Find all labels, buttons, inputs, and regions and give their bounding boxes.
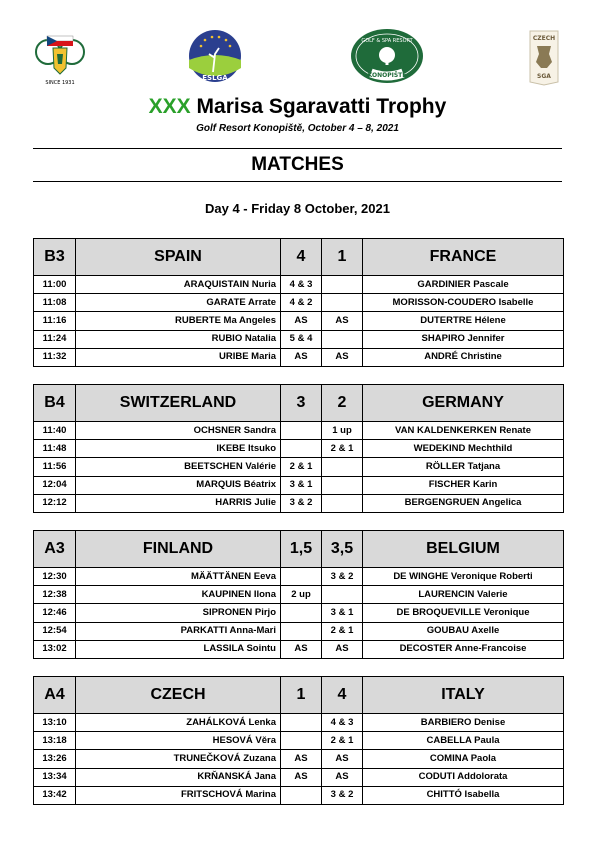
result-right: AS <box>322 640 363 658</box>
team-left: FINLAND <box>76 531 281 568</box>
tee-time: 12:54 <box>34 622 76 640</box>
day-heading: Day 4 - Friday 8 October, 2021 <box>205 201 390 216</box>
match-table <box>33 238 564 367</box>
player-right: DE BROQUEVILLE Veronique <box>363 604 564 622</box>
player-right: RÖLLER Tatjana <box>363 458 564 476</box>
result-left <box>281 422 322 440</box>
player-left: KAUPINEN Ilona <box>76 586 281 604</box>
table-row <box>34 312 564 330</box>
player-right: VAN KALDENKERKEN Renate <box>363 422 564 440</box>
player-left: BEETSCHEN Valérie <box>76 458 281 476</box>
golf-resort-konopiste-icon <box>349 28 425 86</box>
logo-bar <box>0 26 595 92</box>
result-left <box>281 786 322 804</box>
tee-time: 13:10 <box>34 714 76 732</box>
result-left: 2 up <box>281 586 322 604</box>
tee-time: 12:30 <box>34 568 76 586</box>
result-right <box>322 586 363 604</box>
tee-time: 11:48 <box>34 440 76 458</box>
divider-top <box>33 148 562 149</box>
table-row <box>34 568 564 586</box>
result-right: 2 & 1 <box>322 732 363 750</box>
tee-time: 11:56 <box>34 458 76 476</box>
svg-text:KONOPIŠTĚ: KONOPIŠTĚ <box>367 72 407 79</box>
eslga-globe-icon <box>187 28 243 90</box>
player-left: OCHSNER Sandra <box>76 422 281 440</box>
tee-time: 11:40 <box>34 422 76 440</box>
table-row <box>34 604 564 622</box>
team-left: SWITZERLAND <box>76 385 281 422</box>
player-left: HESOVÁ Věra <box>76 732 281 750</box>
result-right <box>322 458 363 476</box>
table-row <box>34 294 564 312</box>
table-row <box>34 640 564 658</box>
tee-time: 12:12 <box>34 494 76 512</box>
match-header-row <box>34 677 564 714</box>
player-left: ARAQUISTAIN Nuria <box>76 276 281 294</box>
player-left: RUBIO Natalia <box>76 330 281 348</box>
title-edition: XXX <box>148 95 191 118</box>
result-left: 2 & 1 <box>281 458 322 476</box>
match-header-row <box>34 239 564 276</box>
player-right: COMINA Paola <box>363 750 564 768</box>
result-left <box>281 440 322 458</box>
tee-time: 13:02 <box>34 640 76 658</box>
score-left: 4 <box>281 239 322 276</box>
result-left: 4 & 3 <box>281 276 322 294</box>
match-table <box>33 676 564 805</box>
result-right: 2 & 1 <box>322 622 363 640</box>
player-right: GOUBAU Axelle <box>363 622 564 640</box>
player-left: TRUNEČKOVÁ Zuzana <box>76 750 281 768</box>
match-header-row <box>34 531 564 568</box>
team-left: CZECH <box>76 677 281 714</box>
table-row <box>34 714 564 732</box>
result-right: AS <box>322 768 363 786</box>
result-right <box>322 494 363 512</box>
match-header-row <box>34 385 564 422</box>
table-row <box>34 750 564 768</box>
svg-text:ESLGA: ESLGA <box>202 74 228 82</box>
player-right: ANDRÉ Christine <box>363 348 564 366</box>
czech-sga-lion-icon <box>527 28 561 86</box>
result-right: 3 & 2 <box>322 568 363 586</box>
player-right: LAURENCIN Valerie <box>363 586 564 604</box>
table-row <box>34 276 564 294</box>
player-left: SIPRONEN Pirjo <box>76 604 281 622</box>
player-right: WEDEKIND Mechthild <box>363 440 564 458</box>
event-title <box>0 94 595 120</box>
table-row <box>34 586 564 604</box>
result-right: 3 & 1 <box>322 604 363 622</box>
table-row <box>34 330 564 348</box>
player-left: LASSILA Sointu <box>76 640 281 658</box>
score-right: 4 <box>322 677 363 714</box>
player-right: CHITTÓ Isabella <box>363 786 564 804</box>
svg-text:SGA: SGA <box>537 73 551 80</box>
event-subtitle: Golf Resort Konopiště, October 4 – 8, 2021 <box>196 123 399 134</box>
result-left: AS <box>281 750 322 768</box>
table-row <box>34 732 564 750</box>
team-left: SPAIN <box>76 239 281 276</box>
result-left <box>281 732 322 750</box>
score-left: 1 <box>281 677 322 714</box>
score-right: 2 <box>322 385 363 422</box>
tee-time: 13:42 <box>34 786 76 804</box>
player-right: DE WINGHE Veronique Roberti <box>363 568 564 586</box>
player-left: MARQUIS Béatrix <box>76 476 281 494</box>
player-left: RUBERTE Ma Angeles <box>76 312 281 330</box>
match-code: A3 <box>34 531 76 568</box>
player-right: DUTERTRE Hélene <box>363 312 564 330</box>
result-right: 3 & 2 <box>322 786 363 804</box>
tee-time: 12:38 <box>34 586 76 604</box>
table-row <box>34 440 564 458</box>
title-name: Marisa Sgaravatti Trophy <box>196 95 447 118</box>
match-code: B3 <box>34 239 76 276</box>
svg-text:CZECH: CZECH <box>532 35 556 42</box>
tee-time: 11:08 <box>34 294 76 312</box>
team-right: GERMANY <box>363 385 564 422</box>
match-code: A4 <box>34 677 76 714</box>
result-left: AS <box>281 348 322 366</box>
result-left: AS <box>281 768 322 786</box>
result-right: 1 up <box>322 422 363 440</box>
tee-time: 13:18 <box>34 732 76 750</box>
match-table <box>33 384 564 513</box>
table-row <box>34 422 564 440</box>
player-right: SHAPIRO Jennifer <box>363 330 564 348</box>
result-left: 3 & 1 <box>281 476 322 494</box>
player-right: BERGENGRUEN Angelica <box>363 494 564 512</box>
result-left <box>281 568 322 586</box>
tee-time: 11:24 <box>34 330 76 348</box>
result-right: AS <box>322 312 363 330</box>
player-right: BARBIERO Denise <box>363 714 564 732</box>
result-left <box>281 604 322 622</box>
score-right: 1 <box>322 239 363 276</box>
player-right: GARDINIER Pascale <box>363 276 564 294</box>
player-left: HARRIS Julie <box>76 494 281 512</box>
player-right: CODUTI Addolorata <box>363 768 564 786</box>
table-row <box>34 458 564 476</box>
result-left <box>281 622 322 640</box>
result-right: 4 & 3 <box>322 714 363 732</box>
result-right <box>322 276 363 294</box>
table-row <box>34 768 564 786</box>
result-right <box>322 294 363 312</box>
header <box>0 94 595 135</box>
player-right: DECOSTER Anne-Francoise <box>363 640 564 658</box>
player-left: URIBE Maria <box>76 348 281 366</box>
player-left: KRŇANSKÁ Jana <box>76 768 281 786</box>
score-left: 1,5 <box>281 531 322 568</box>
player-left: PARKATTI Anna-Mari <box>76 622 281 640</box>
divider-bottom <box>33 181 562 182</box>
result-right <box>322 330 363 348</box>
table-row <box>34 622 564 640</box>
tee-time: 13:34 <box>34 768 76 786</box>
section-title: MATCHES <box>251 154 344 175</box>
result-right <box>322 476 363 494</box>
result-left: 3 & 2 <box>281 494 322 512</box>
team-right: BELGIUM <box>363 531 564 568</box>
tee-time: 11:16 <box>34 312 76 330</box>
result-right: 2 & 1 <box>322 440 363 458</box>
result-right: AS <box>322 348 363 366</box>
score-left: 3 <box>281 385 322 422</box>
player-left: IKEBE Itsuko <box>76 440 281 458</box>
table-row <box>34 786 564 804</box>
player-left: MÄÄTTÄNEN Eeva <box>76 568 281 586</box>
tee-time: 12:04 <box>34 476 76 494</box>
result-left <box>281 714 322 732</box>
svg-text:GOLF & SPA RESORT: GOLF & SPA RESORT <box>361 38 413 44</box>
player-right: FISCHER Karin <box>363 476 564 494</box>
player-left: FRITSCHOVÁ Marina <box>76 786 281 804</box>
match-table <box>33 530 564 659</box>
result-left: AS <box>281 640 322 658</box>
result-right: AS <box>322 750 363 768</box>
tee-time: 11:00 <box>34 276 76 294</box>
table-row <box>34 348 564 366</box>
table-row <box>34 476 564 494</box>
match-code: B4 <box>34 385 76 422</box>
player-left: GARATE Arrate <box>76 294 281 312</box>
player-left: ZAHÁLKOVÁ Lenka <box>76 714 281 732</box>
result-left: 4 & 2 <box>281 294 322 312</box>
svg-text:SINCE 1931: SINCE 1931 <box>45 80 75 86</box>
team-right: FRANCE <box>363 239 564 276</box>
result-left: AS <box>281 312 322 330</box>
result-left: 5 & 4 <box>281 330 322 348</box>
table-row <box>34 494 564 512</box>
player-right: CABELLA Paula <box>363 732 564 750</box>
tee-time: 12:46 <box>34 604 76 622</box>
tee-time: 13:26 <box>34 750 76 768</box>
player-right: MORISSON-COUDERO Isabelle <box>363 294 564 312</box>
score-right: 3,5 <box>322 531 363 568</box>
tee-time: 11:32 <box>34 348 76 366</box>
team-right: ITALY <box>363 677 564 714</box>
czech-golf-federation-crest-icon <box>33 30 87 88</box>
